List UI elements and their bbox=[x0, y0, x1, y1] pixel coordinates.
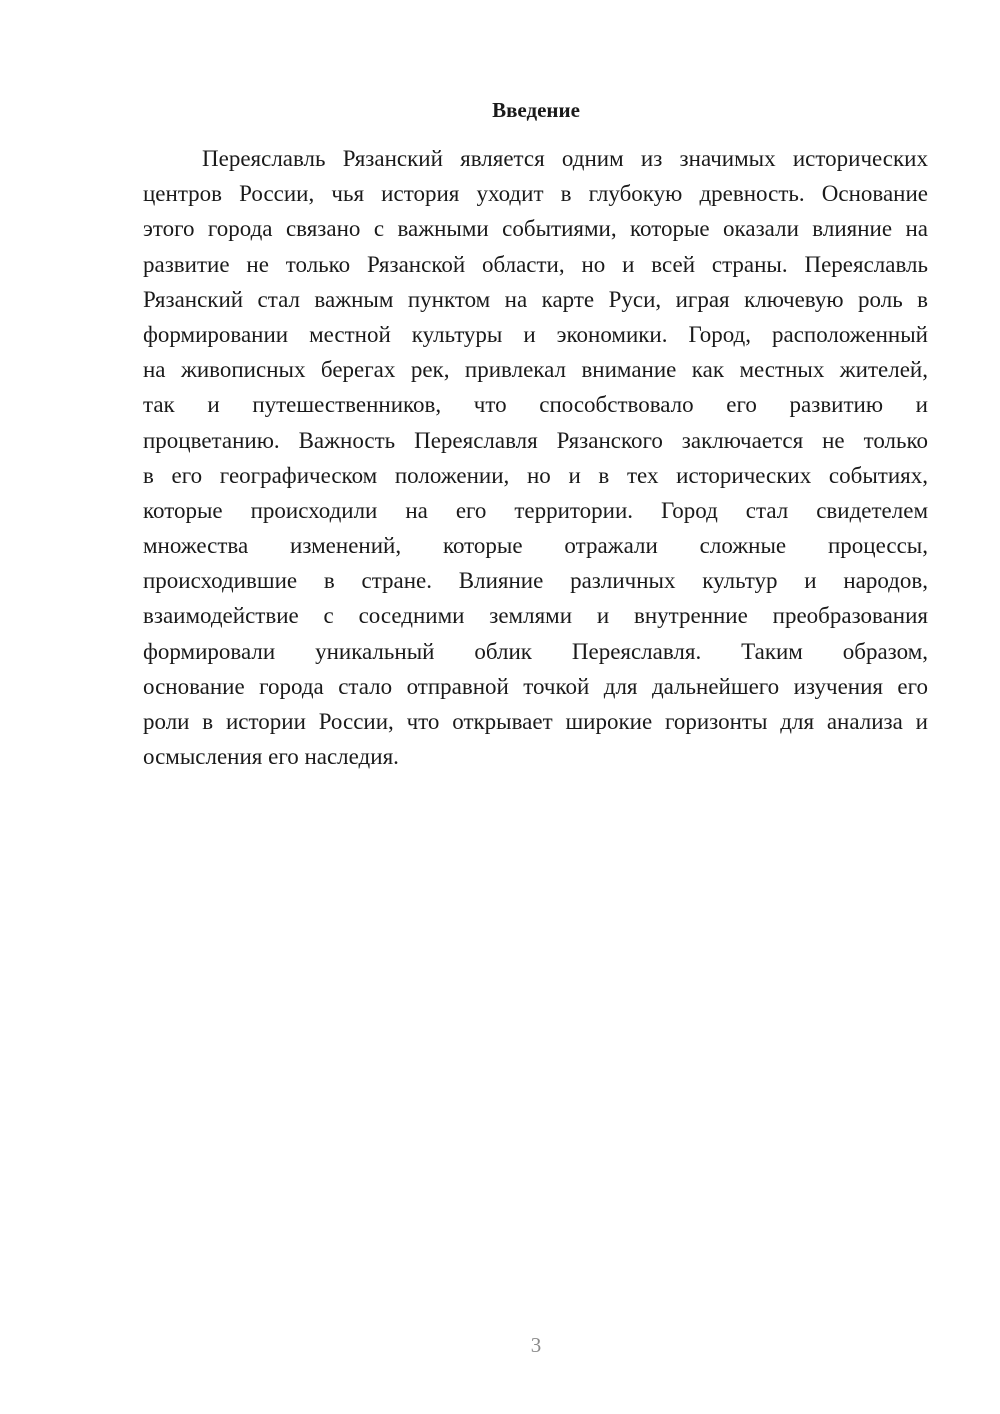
paragraph-line: формировании местной культуры и экономики. Город, расположенный bbox=[143, 321, 928, 347]
paragraph-line: Переяславль Рязанский является одним из значимых исторических bbox=[202, 146, 928, 171]
paragraph-line: так и путешественников, что способствовало его развитию и bbox=[143, 392, 928, 418]
paragraph-line: в его географическом положении, но и в тех исторических событиях, bbox=[143, 462, 928, 488]
introduction-paragraph bbox=[143, 141, 928, 774]
paragraph-line: развитие не только Рязанской области, но и всей страны. Переяславль bbox=[143, 251, 928, 277]
paragraph-line: роли в истории России, что открывает широкие горизонты для анализа и bbox=[143, 709, 928, 734]
paragraph-line: Рязанский стал важным пунктом на карте Руси, играя ключевую роль в bbox=[143, 286, 928, 312]
paragraph-line: формировали уникальный облик Переяславля. Таким образом, bbox=[143, 638, 928, 664]
paragraph-line: центров России, чья история уходит в глубокую древность. Основание bbox=[143, 181, 928, 207]
paragraph-line: процветанию. Важность Переяславля Рязанского заключается не только bbox=[143, 427, 928, 453]
paragraph-line: осмысления его наследия. bbox=[143, 744, 399, 770]
page-title: Введение bbox=[492, 98, 580, 122]
paragraph-line: множества изменений, которые отражали сложные процессы, bbox=[143, 533, 928, 559]
paragraph-line: взаимодействие с соседними землями и внутренние преобразования bbox=[143, 603, 928, 629]
paragraph-line: на живописных берегах рек, привлекал внимание как местных жителей, bbox=[143, 357, 928, 383]
paragraph-line: основание города стало отправной точкой для дальнейшего изучения его bbox=[143, 673, 928, 699]
paragraph-line: этого города связано с важными событиями, которые оказали влияние на bbox=[143, 216, 928, 242]
paragraph-line: которые происходили на его территории. Город стал свидетелем bbox=[143, 497, 928, 523]
paragraph-line: происходившие в стране. Влияние различных культур и народов, bbox=[143, 568, 928, 594]
page-number: 3 bbox=[530, 1333, 542, 1357]
